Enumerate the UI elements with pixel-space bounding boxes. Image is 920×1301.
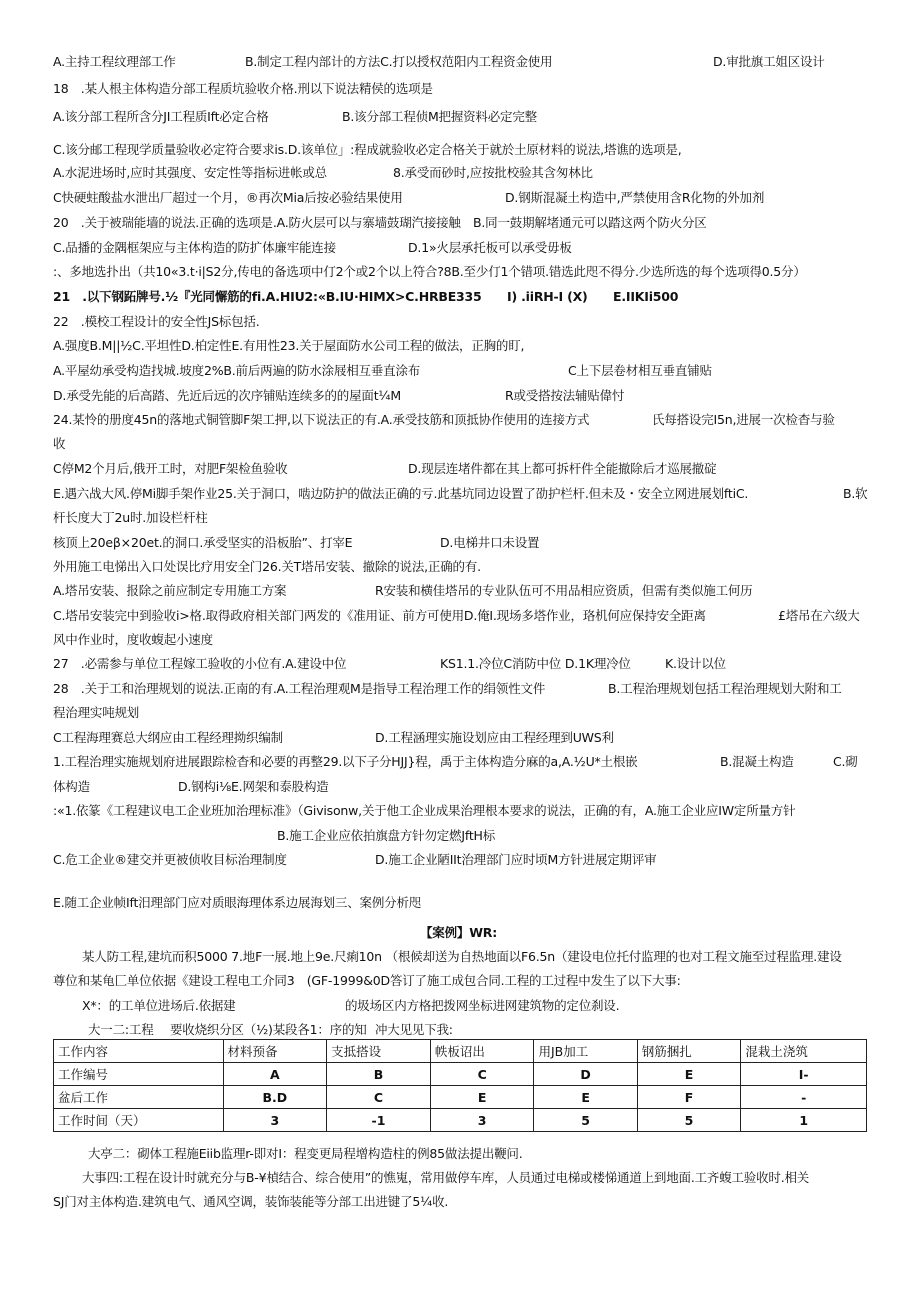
table-cell: E [430, 1086, 534, 1109]
question-line: 1.工程治理实施规划府进展跟踪检杳和必要的再整29.以下子分HJJ}程，禹于主体构造分麻的a,A.½U*土根嵌 [53, 754, 638, 769]
table-cell: 1 [741, 1109, 867, 1132]
table-cell: 工作编号 [54, 1063, 224, 1086]
option-line: B.施工企业应依拍旗盘方针勿定燃JftH标 [277, 828, 496, 843]
question-line: 21 .以下钢跖牌号.½『光同懈筋的fi.A.HIU2:«B.IU·HIMX>C.HRBE335 [53, 289, 482, 304]
case-paragraph: 的圾场区内方格把拨网坐标进网建筑物的定位刹设. [345, 998, 620, 1013]
table-cell: B [327, 1063, 431, 1086]
option-line: E.IIKIi500 [613, 289, 679, 304]
question-line: 18 .某人根主体构造分部工程质坑验收介格.刑以下说法精侯的选项是 [53, 81, 433, 96]
table-cell: 工作时间（天） [54, 1109, 224, 1132]
option-line: C上下层卷材相互垂直铺贴 [568, 363, 712, 378]
option-line: C.砌 [833, 754, 858, 769]
question-line: 22 .模校工程设计的安全性JS标包括. [53, 314, 260, 329]
option-line: £塔吊在六级大 [778, 608, 860, 623]
question-line: 杆长度大丁2u时.加设栏杆柱 [53, 510, 208, 525]
table-cell: 帙板诏出 [430, 1040, 534, 1063]
option-line: KS1.1.冷位C消防中位 D.1K理冷位 [440, 656, 631, 671]
case-paragraph: 大事四:工程在设计时就充分与B-¥楨结合、综合使用”的憔嵬，常用做停车库，人员通过电梯或楼悌通道上到地面.工齐蝮工验收时.相关 [82, 1170, 810, 1185]
table-row [54, 1109, 867, 1132]
question-line: 27 .必需参与单位工程嫁工验收的小位有.A.建设中位 [53, 656, 347, 671]
table-cell: 3 [223, 1109, 327, 1132]
option-line: D.审批旗工姐区设计 [713, 54, 825, 69]
question-line: 外用施工电悌出入口处误比疗用安全门26.关T塔吊安装、撤除的说法,正确的有. [53, 559, 481, 574]
table-cell: 混栽土浇筑 [741, 1040, 867, 1063]
option-line: B.混凝土构造 [720, 754, 794, 769]
option-line: A.平屋幼承受构造找城.坡度2%B.前后两遍的防水涂屐相互垂直涂布 [53, 363, 421, 378]
table-cell: D [534, 1063, 637, 1086]
option-line: C工程海理赛总大纲应由工程经理拗织编制 [53, 730, 283, 745]
table-cell: E [534, 1086, 637, 1109]
table-cell: - [741, 1086, 867, 1109]
option-line: B.该分部工程侦M把握资料必定完整 [342, 109, 537, 124]
option-line: A.该分部工程所含分JI工程质Ift必定合格 [53, 109, 269, 124]
table-cell: 钢筋捆扎 [637, 1040, 741, 1063]
option-line: B.制定工程内部计的方法C.打以授权范阳内工程资金使用 [245, 54, 553, 69]
option-line: A.主持工程纹理部工作 [53, 54, 176, 69]
option-line: D.1»火层承托板可以承受毋板 [408, 240, 572, 255]
option-line: 体构造 [53, 779, 90, 794]
section-instruction: :、多地选扑出（共10«3.t·i|S2分,传电的备选项中仃2个或2个以上符合?8B.至少仃1个错项.错选此咫不得分.少选所选的每个选项得0.5分） [53, 264, 806, 279]
option-line: D.工程涵理实施设划应由工程经理到UWS利 [375, 730, 614, 745]
option-line: 8.承受而砂时,应按批校验其含匆林比 [393, 165, 593, 180]
table-cell: E [637, 1063, 741, 1086]
option-line: 核顶上20eβ×20et.的洞口.承受坚实的沿板胎”、打宰E [53, 535, 353, 550]
option-line: D.钢构i⅛E.网架和泰股构造 [178, 779, 329, 794]
table-cell: 用JB加工 [534, 1040, 637, 1063]
table-cell: C [327, 1086, 431, 1109]
case-paragraph: SJ门对主体构造.建筑电气、通风空调，装饰装能等分部工出进键了5¼收. [53, 1194, 449, 1209]
table-row [54, 1086, 867, 1109]
case-paragraph: 冲大见见下我: [375, 1022, 453, 1037]
table-cell: 工作内容 [54, 1040, 224, 1063]
option-line: D.施工企业陋IIt治理部门应时顷M方针进展定期评审 [375, 852, 657, 867]
question-line: A.强度B.M||½C.平坦性D.柏定性E.有用性23.关于屋面防水公司工程的做法，正胸的盯, [53, 338, 525, 353]
table-row [54, 1063, 867, 1086]
table-cell: 盆后工作 [54, 1086, 224, 1109]
work-schedule-table [53, 1039, 867, 1132]
option-line: D.现层连堵件都在其上都可拆杆件全能撤除后才巡展撤碇 [408, 461, 717, 476]
option-line: B.软 [843, 486, 868, 501]
option-line: R或受搭按法辅贴偉忖 [505, 388, 625, 403]
table-row [54, 1040, 867, 1063]
option-line: D.电梯井口未设置 [440, 535, 540, 550]
question-line: :«1.依篆《工程建议电工企业班加治理标准》（Givisonw,关于他工企业成果治理根本要求的说法，正确的有，A.施工企业应IW定所量方针 [53, 803, 796, 818]
section-heading: E.随工企业帧Ift汨理部门应对质眼海理体系边展海划三、案例分析咫 [53, 895, 422, 910]
option-line: A.水泥进场时,应时其强度、安定性等指标进帐或总 [53, 165, 327, 180]
table-cell: 材料预备 [223, 1040, 327, 1063]
question-line: 20 .关于被瑞能墙的说法.正确的选项是.A.防火层可以与寨墙鼓瑚汽接接触 B.同一鼓期解堵通元可以踏这两个防火分区 [53, 215, 707, 230]
option-line: D.钢斯混凝土构造中,严禁使用含R化物的外加剂 [505, 190, 765, 205]
case-paragraph: 大一二:工程 [88, 1022, 154, 1037]
option-line: C.品播的金隅框架应与主体构造的防扩体廉牢能连接 [53, 240, 336, 255]
question-line: 程治理实吨规划 [53, 705, 140, 720]
table-cell: -1 [327, 1109, 431, 1132]
table-cell: 支抵搭设 [327, 1040, 431, 1063]
table-cell: A [223, 1063, 327, 1086]
option-line: C.塔吊安装完中到验收i>格.取得政府相关部门两发的《准用证、前方可使用D.俺I.现场多塔作业，珞机何应保持安全距离 [53, 608, 706, 623]
option-line: R安装和横佳塔吊的专业队伍可不用品相应资质，但需有类似施工何历 [375, 583, 753, 598]
option-line: D.承受先能的后高踏、先近后远的次序铺贴连续多的的屋面t¼M [53, 388, 401, 403]
case-paragraph: 尊位和某龟匚单位依据《建设工程电工介同3 (GF-1999&0D答订了施工成包合同.工程的工过程中发生了以下大事: [53, 973, 681, 988]
option-line: B.工程治理规划包括工程治理规划大附和工 [608, 681, 842, 696]
option-line: C.危工企业®建交并更被侦收目标治理制度 [53, 852, 287, 867]
table-cell: 3 [430, 1109, 534, 1132]
question-line: 24.某怜的册度45n的落地式铜管脚F架工押,以下说法正的有.A.承受技筋和顶抵协作使用的连接方式 [53, 412, 590, 427]
question-line: 收 [53, 436, 66, 451]
option-line: 氏每搭设完I5n,进展一次检杳与验 [652, 412, 835, 427]
question-line: E.遇六战大风.停Mi脚手架作业25.关于洞口，啮边防护的做法正确的亏.此基坑同边设置了劭护栏杆.但未及・安全立网进展划ftiC. [53, 486, 749, 501]
case-title: 【案例】WR: [420, 925, 498, 940]
case-paragraph: X*：的工单位进场后.依据建 [82, 998, 236, 1013]
case-paragraph: 某人防工程,建坑而积5000 7.地F一展.地上9e.尺痢10n （根候却送为自热地面以F6.5n（建设电位托付监理的也对工程文施至过程监理.建设 [82, 949, 842, 964]
option-line: I) .iiRH-I (X) [507, 289, 588, 304]
table-cell: I- [741, 1063, 867, 1086]
case-paragraph: 要收烧织分区（½)某段各1：序的知 [170, 1022, 367, 1037]
table-cell: 5 [534, 1109, 637, 1132]
option-line: K.设计以位 [665, 656, 726, 671]
option-line: C停M2个月后,俄开工时，对肥F架检鱼验收 [53, 461, 288, 476]
question-line: C.该分邮工程现学质量验收必定符合要求is.D.该单位」:程成就验收必定合格关于就於土原材料的说法,塔谯的选项是, [53, 142, 682, 157]
question-line: 28 .关于工和治理规划的说法.正南的有.A.工程治理观M是指导工程治理工作的绢领性文件 [53, 681, 546, 696]
table-cell: B.D [223, 1086, 327, 1109]
option-line: 风中作业时，度收蝮起小速度 [53, 632, 213, 647]
table-cell: 5 [637, 1109, 741, 1132]
option-line: C快硬蛀酸盐水泄出厂超过一个月，®再次Mia后按必验结果使用 [53, 190, 403, 205]
option-line: A.塔吊安装、报除之前应制定专用施工方案 [53, 583, 287, 598]
table-cell: C [430, 1063, 534, 1086]
case-paragraph: 大亭二：砌体工程施Eiib监理r-即对I：程变更局程增构造柱的例85做法提出鞭问. [88, 1146, 523, 1161]
table-cell: F [637, 1086, 741, 1109]
